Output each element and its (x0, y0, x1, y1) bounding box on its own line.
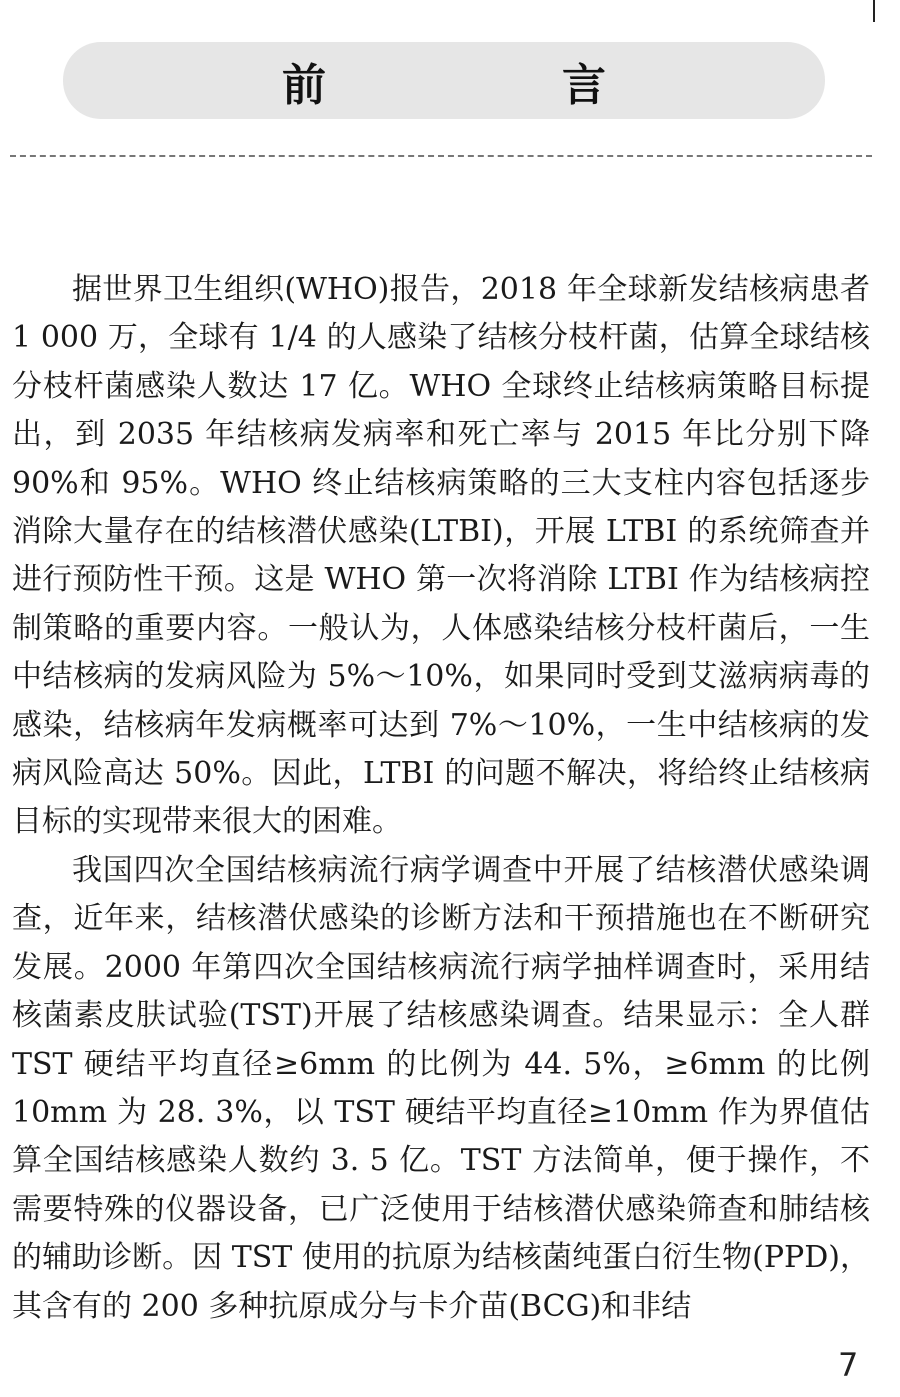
top-edge-rule (873, 0, 875, 22)
body-text (12, 266, 870, 1331)
paragraph-1: 据世界卫生组织(WHO)报告，2018 年全球新发结核病患者 1 000 万，全球有 1/4 的人感染了结核分枝杆菌，估算全球结核分枝杆菌感染人数达 17 亿。WHO 全球终止结核病策略目标提出，到 2035 年结核病发病率和死亡率与 2015 年比分别下降 90%和 95%。WHO 终止结核病策略的三大支柱内容包括逐步消除大量存在的结核潜伏感染(LTBI)，开展 LTBI 的系统筛查并进行预防性干预。这是 WHO 第一次将消除 LTBI 作为结核病控制策略的重要内容。一般认为，人体感染结核分枝杆菌后，一生中结核病的发病风险为 5%～10%，如果同时受到艾滋病病毒的感染，结核病年发病概率可达到 7%～10%，一生中结核病的发病风险高达 50%。因此，LTBI 的问题不解决，将给终止结核病目标的实现带来很大的困难。 (12, 272, 870, 840)
paragraph-2: 我国四次全国结核病流行病学调查中开展了结核潜伏感染调查，近年来，结核潜伏感染的诊断方法和干预措施也在不断研究发展。2000 年第四次全国结核病流行病学抽样调查时，采用结核菌素皮肤试验(TST)开展了结核感染调查。结果显示：全人群 TST 硬结平均直径≥6mm 的比例为 44. 5%，≥6mm 的比例 10mm 为 28. 3%，以 TST 硬结平均直径≥10mm 作为界值估算全国结核感染人数约 3. 5 亿。TST 方法简单，便于操作，不需要特殊的仪器设备，已广泛使用于结核潜伏感染筛查和肺结核的辅助诊断。因 TST 使用的抗原为结核菌纯蛋白衍生物(PPD)，其含有的 200 多种抗原成分与卡介苗(BCG)和非结 (12, 852, 870, 1324)
chapter-title: 前 言 (282, 59, 702, 111)
page-number: 7 (838, 1346, 859, 1384)
dashed-divider (10, 155, 872, 157)
chapter-title-banner (63, 42, 825, 119)
